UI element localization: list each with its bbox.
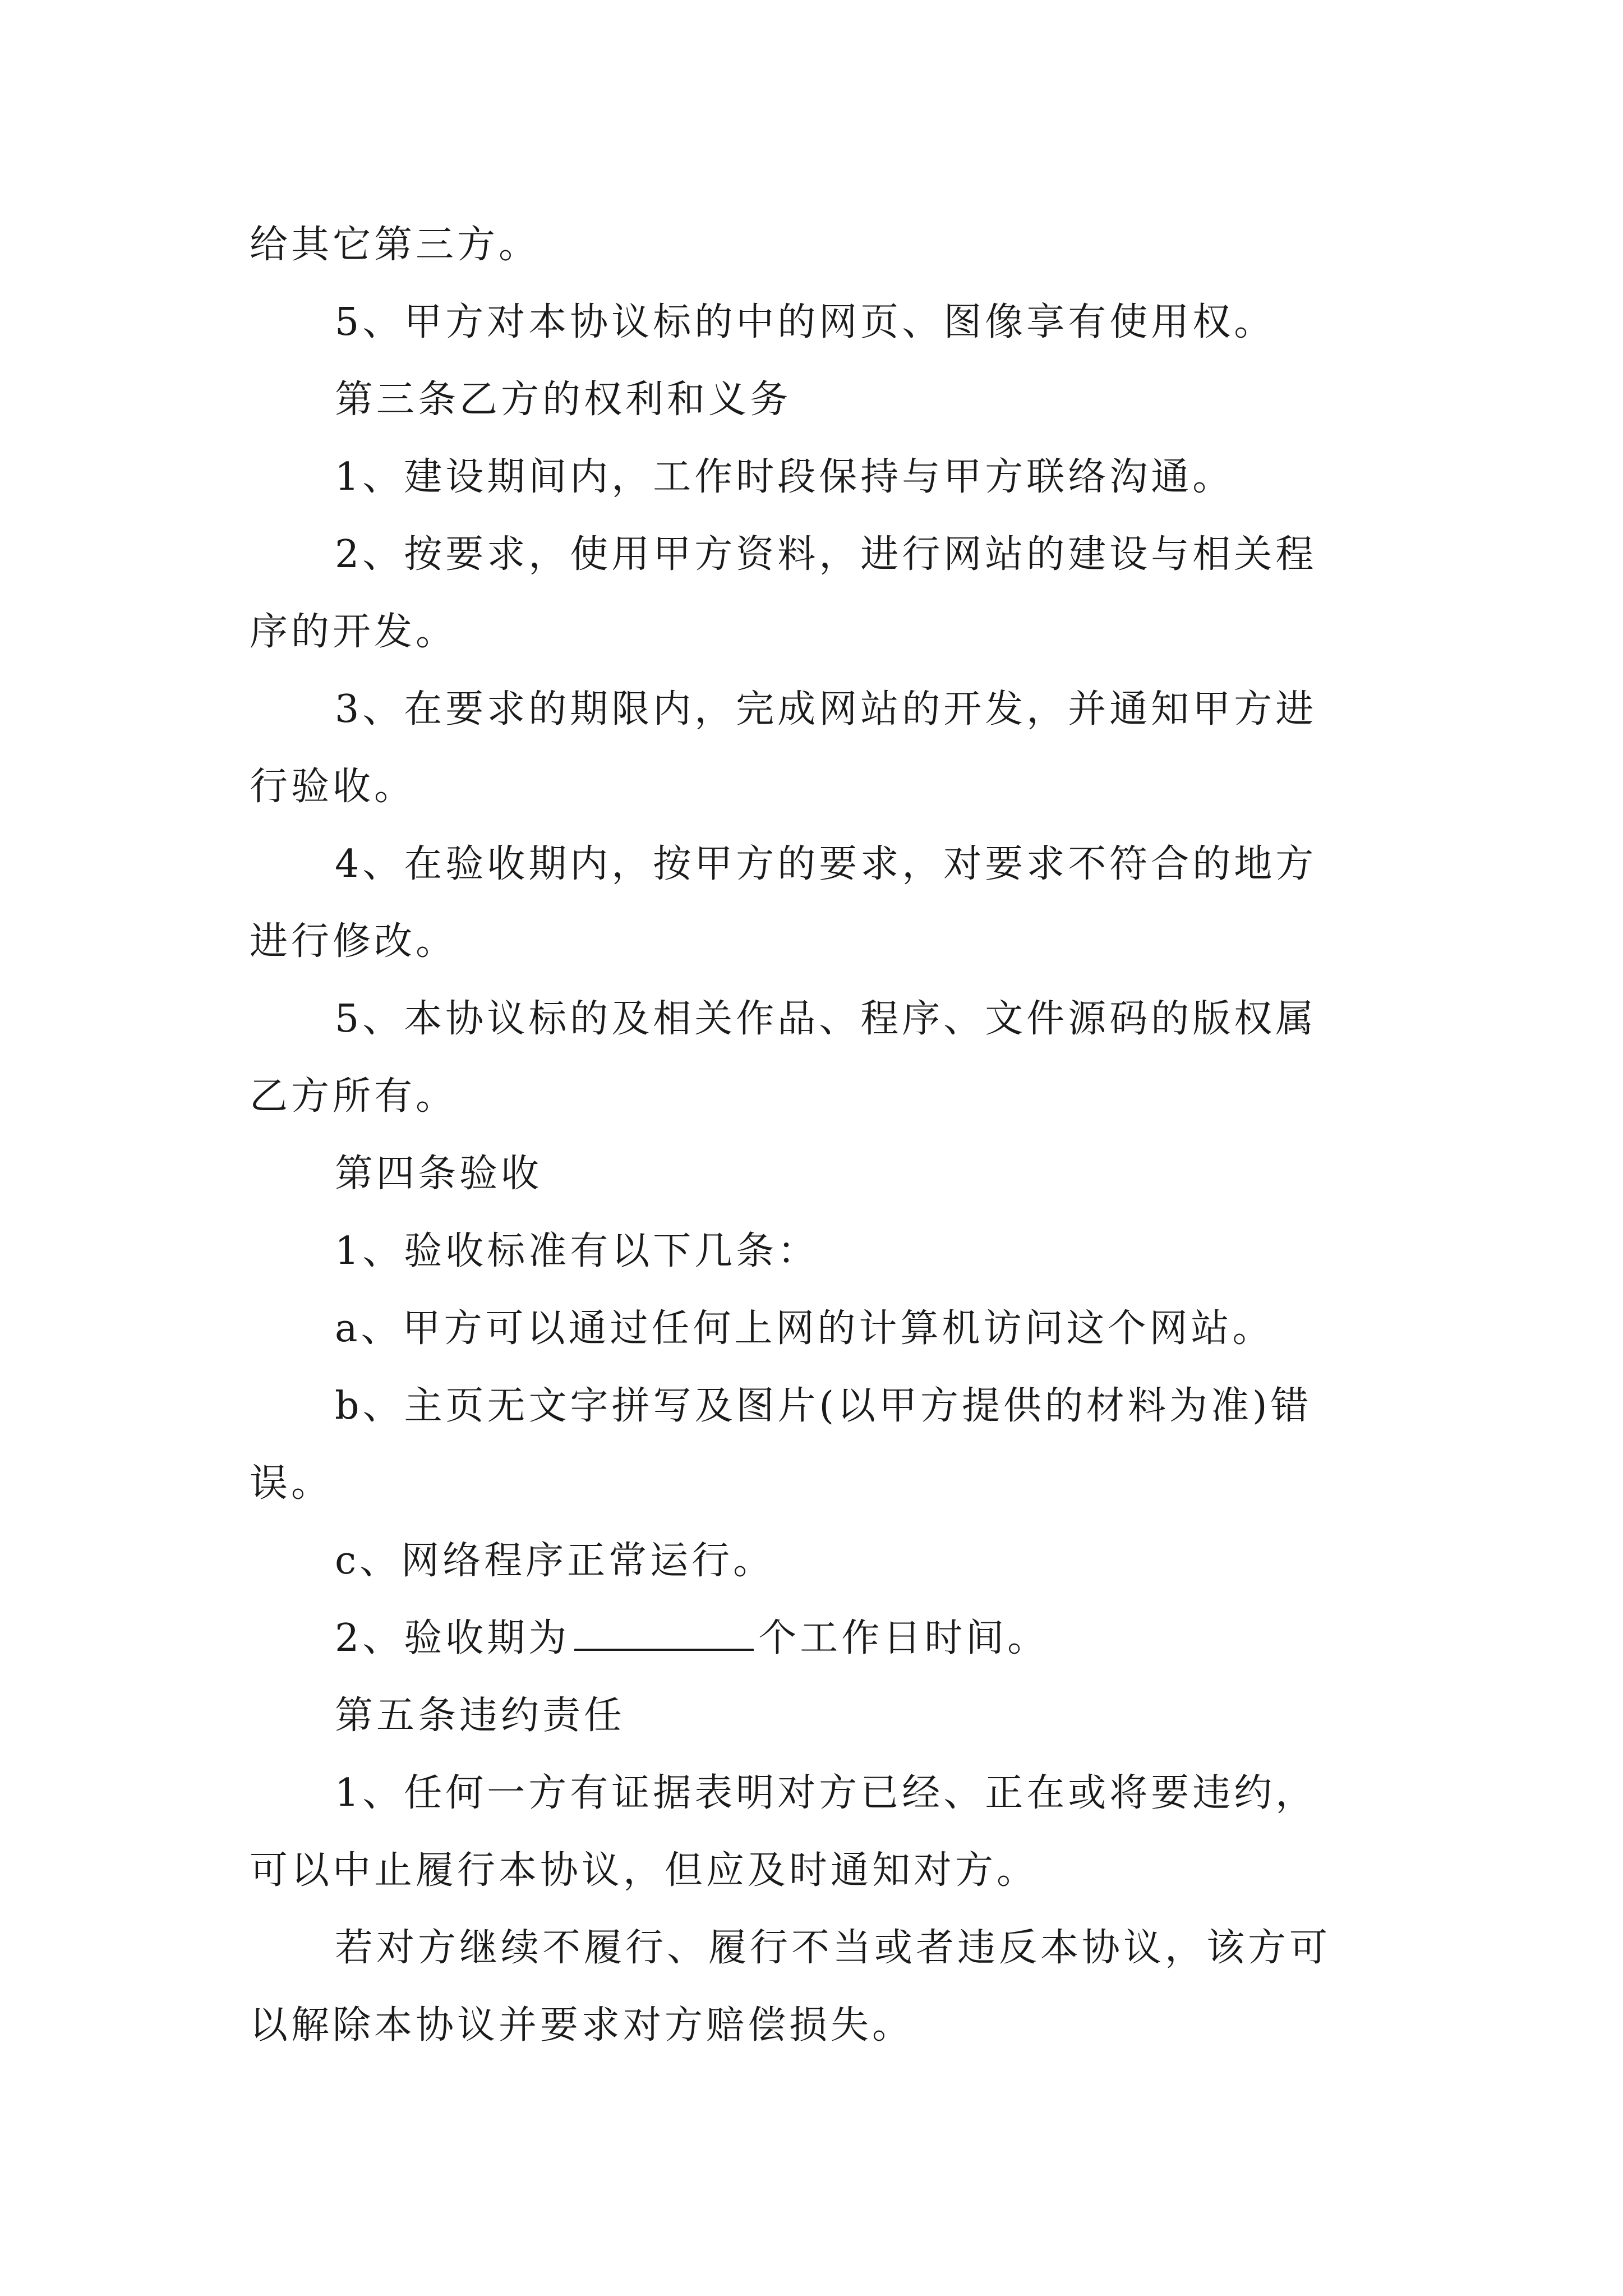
section-heading: 第四条验收 <box>335 1152 543 1196</box>
fill-in-blank <box>574 1616 754 1651</box>
text-line: 1、任何一方有证据表明对方已经、正在或将要违约， <box>335 1771 1317 1815</box>
text-line: 若对方继续不履行、履行不当或者违反本协议，该方可 <box>335 1926 1331 1970</box>
text-line: 进行修改。 <box>250 919 458 964</box>
text-line: 5、甲方对本协议标的中的网页、图像享有使用权。 <box>335 300 1276 344</box>
text-line: 乙方所有。 <box>250 1074 458 1119</box>
text-line: 3、在要求的期限内，完成网站的开发，并通知甲方进 <box>335 687 1317 731</box>
text-line: 4、在验收期内，按甲方的要求，对要求不符合的地方 <box>335 842 1317 886</box>
text-line: 可以中止履行本协议，但应及时通知对方。 <box>250 1848 1039 1893</box>
text-line: c、网络程序正常运行。 <box>335 1539 775 1583</box>
text-line: 给其它第三方。 <box>250 223 541 267</box>
text-line: a、甲方可以通过任何上网的计算机访问这个网站。 <box>335 1306 1274 1351</box>
text-line: 行验收。 <box>250 765 416 809</box>
text-segment: 个工作日时间。 <box>758 1616 1049 1660</box>
text-segment: 2、验收期为 <box>335 1616 570 1660</box>
text-line: 2、按要求，使用甲方资料，进行网站的建设与相关程 <box>335 532 1317 577</box>
text-line: 1、验收标准有以下几条： <box>335 1229 819 1273</box>
text-line: 序的开发。 <box>250 610 458 654</box>
text-line: 5、本协议标的及相关作品、程序、文件源码的版权属 <box>335 997 1317 1041</box>
text-line: 以解除本协议并要求对方赔偿损失。 <box>250 2003 914 2047</box>
text-line: b、主页无文字拼写及图片(以甲方提供的材料为准)错 <box>335 1384 1312 1428</box>
text-line: 误。 <box>250 1461 333 1506</box>
document-page <box>250 206 1391 2064</box>
section-heading: 第三条乙方的权利和义务 <box>335 378 792 422</box>
text-line-with-blank <box>250 1600 1391 1677</box>
text-line: 1、建设期间内，工作时段保持与甲方联络沟通。 <box>335 455 1234 499</box>
section-heading: 第五条违约责任 <box>335 1694 626 1738</box>
